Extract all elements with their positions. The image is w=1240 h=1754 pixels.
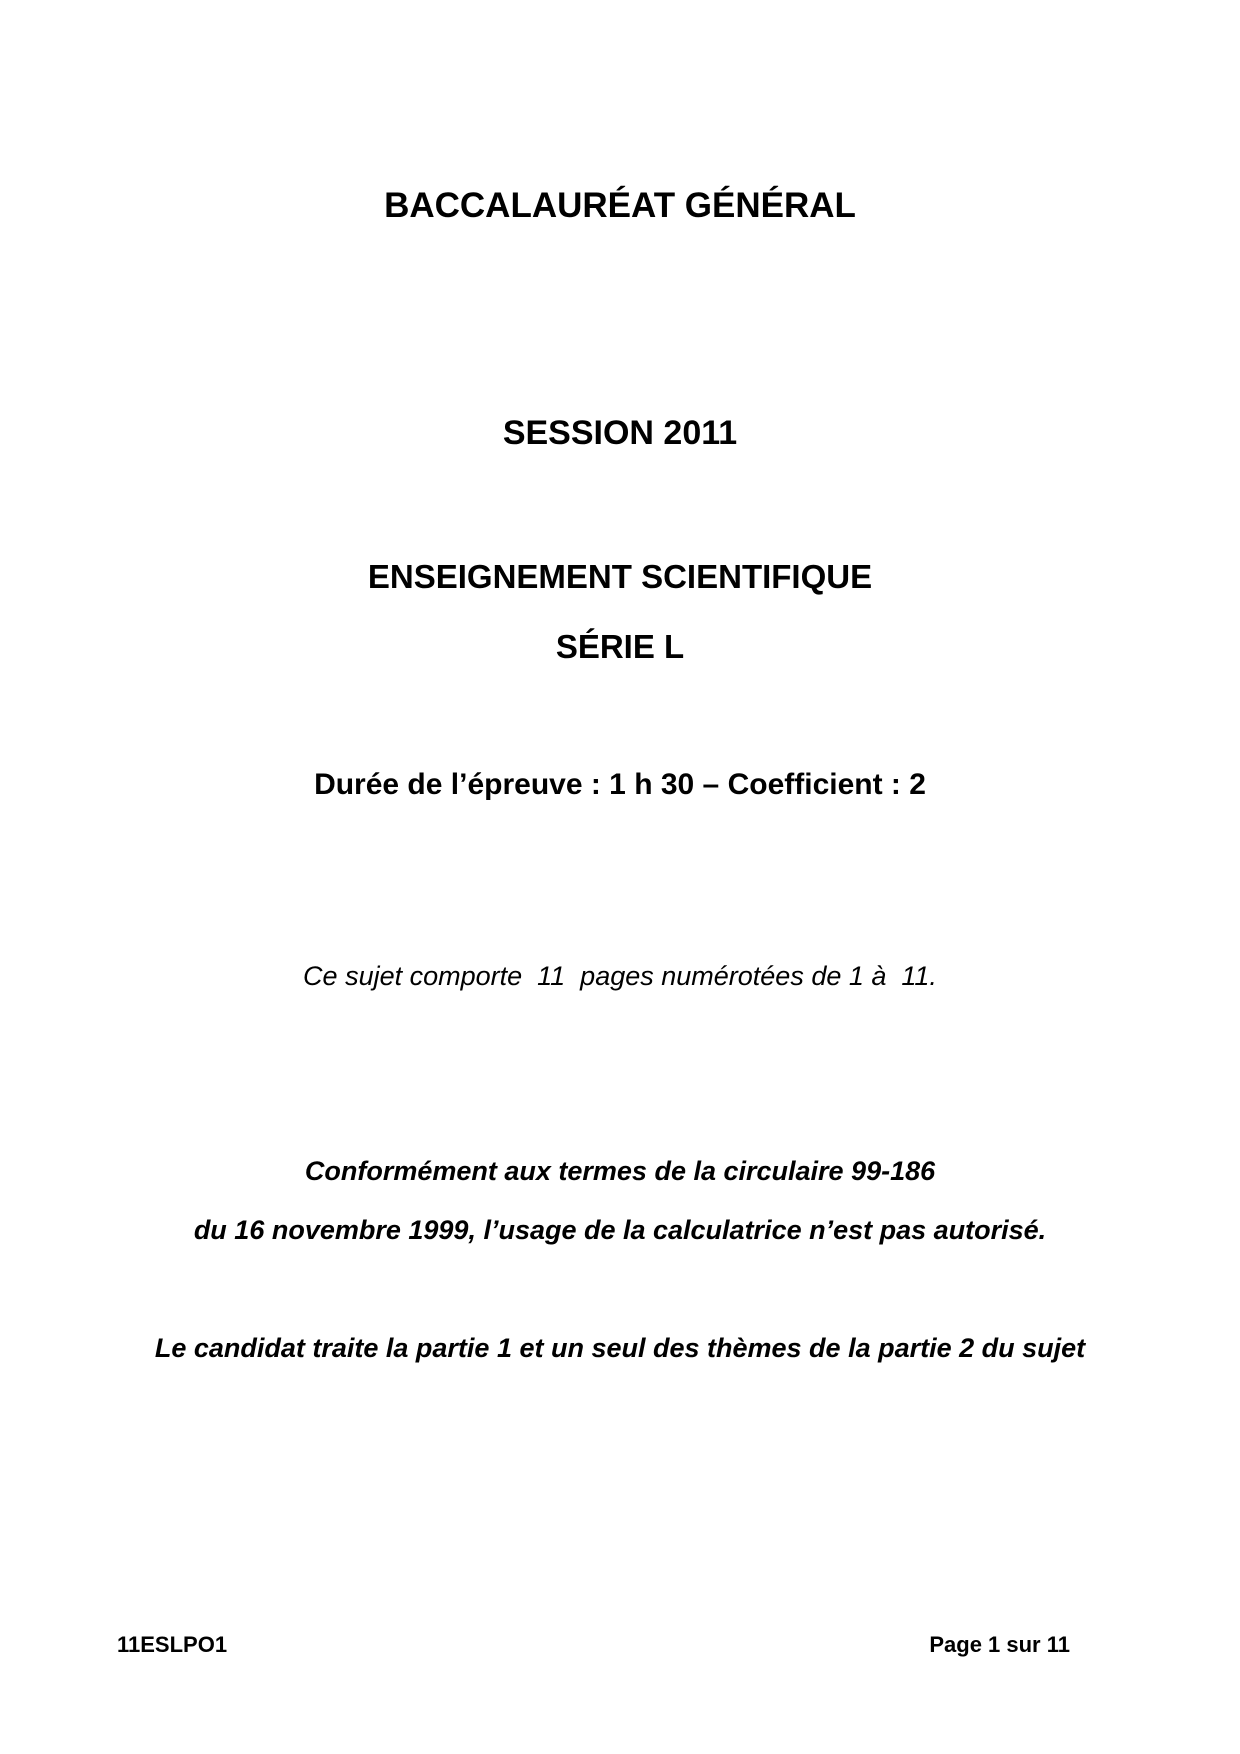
exam-subject: ENSEIGNEMENT SCIENTIFIQUE [367, 558, 873, 595]
exam-serie: SÉRIE L [555, 628, 685, 665]
exam-session: SESSION 2011 [502, 414, 738, 452]
pages-note: Ce sujet comporte 11 pages numérotées de 1 à 11. [303, 961, 937, 991]
exam-title: BACCALAURÉAT GÉNÉRAL [384, 186, 856, 225]
calculator-notice-line-2: du 16 novembre 1999, l’usage de la calculatrice n’est pas autorisé. [193, 1215, 1047, 1245]
candidate-instructions: Le candidat traite la partie 1 et un seul des thèmes de la partie 2 du sujet [154, 1333, 1086, 1363]
calculator-notice-line-1: Conformément aux termes de la circulaire 99-186 [304, 1156, 936, 1186]
exam-duration: Durée de l’épreuve : 1 h 30 – Coefficient : 2 [314, 768, 926, 801]
footer-exam-code: 11ESLPO1 [117, 1632, 228, 1657]
footer-page-number: Page 1 sur 11 [929, 1632, 1070, 1657]
